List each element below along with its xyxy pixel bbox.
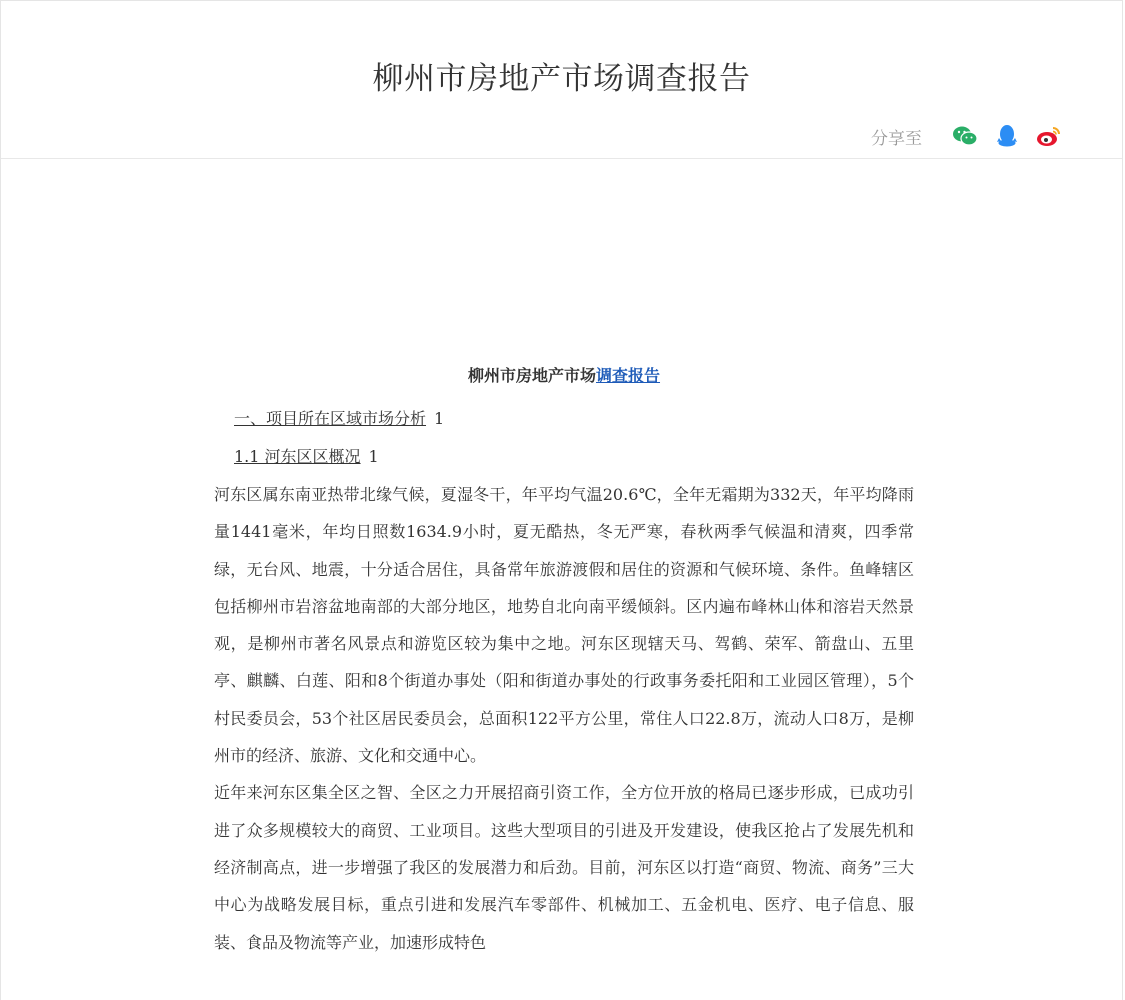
paragraph: 河东区属东南亚热带北缘气候，夏湿冬干，年平均气温20.6℃，全年无霜期为332天，年平均降雨量1441毫米，年均日照数1634.9小时，夏无酷热，冬无严寒，春秋两季气候温和清爽，四季常绿，无台风、地震，十分适合居住，具备常年旅游渡假和居住的资源和气候环境、条件。鱼峰辖区包括柳州市岩溶盆地南部的大部分地区，地势自北向南平缓倾斜。区内遍布峰林山体和溶岩天然景观，是柳州市著名风景点和游览区较为集中之地。河东区现辖天马、驾鹤、荣军、箭盘山、五里亭、麒麟、白莲、阳和8个街道办事处（阳和街道办事处的行政事务委托阳和工业园区管理），5个村民委员会，53个社区居民委员会，总面积122平方公里，常住人口22.8万，流动人口8万，是柳州市的经济、旅游、文化和交通中心。 (214, 485, 914, 766)
toc-link[interactable]: 1.1 河东区区概况 (234, 447, 361, 466)
wechat-icon[interactable] (952, 123, 978, 149)
table-of-contents (214, 400, 914, 476)
document-title-text: 柳州市房地产市场 (467, 366, 596, 385)
qq-icon[interactable] (994, 123, 1020, 149)
page-header (1, 1, 1122, 159)
toc-page-number: 1 (434, 409, 445, 428)
document-title-link[interactable]: 调查报告 (596, 366, 661, 385)
toc-entry (234, 400, 914, 438)
page-title: 柳州市房地产市场调查报告 (372, 61, 751, 97)
paragraph: 近年来河东区集全区之智、全区之力开展招商引资工作，全方位开放的格局已逐步形成，已成功引进了众多规模较大的商贸、工业项目。这些大型项目的引进及开发建设，使我区抢占了发展先机和经济制高点，进一步增强了我区的发展潜力和后劲。目前，河东区以打造“商贸、物流、商务”三大中心为战略发展目标，重点引进和发展汽车零部件、机械加工、五金机电、医疗、电子信息、服装、食品及物流等产业，加速形成特色 (214, 783, 914, 952)
toc-page-number: 1 (368, 447, 379, 466)
toc-link[interactable]: 一、项目所在区域市场分析 (234, 409, 427, 428)
share-bar (871, 122, 1062, 150)
weibo-icon[interactable] (1036, 123, 1062, 149)
article-body (214, 362, 914, 961)
document-title (214, 362, 914, 390)
toc-entry (234, 438, 914, 476)
share-label: 分享至 (871, 128, 922, 149)
